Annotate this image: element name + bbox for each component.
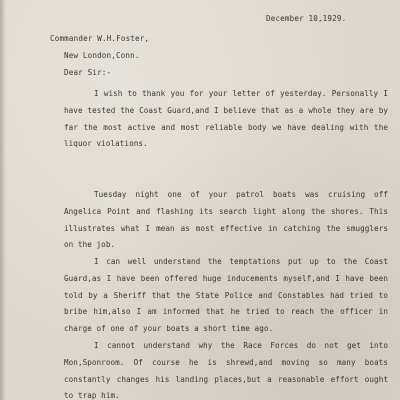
salutation: Dear Sir:- <box>64 68 112 77</box>
paragraph-1: I wish to thank you for your letter of yesterday. Personally I have tested the Coast Guard,and I believe that as a whole they are by far the most active and most reliable body we have dealing with the liquor violations. <box>64 89 388 149</box>
paragraph-2: Tuesday night one of your patrol boats was cruising off Angelica Point and flashing its search light along the shores. This illustrates what I mean as most effective in catching the smugglers on the job. <box>64 190 388 250</box>
recipient-name: Commander W.H.Foster, <box>50 34 150 43</box>
recipient-city: New London,Conn. <box>64 51 140 60</box>
letter-date: December 10,1929. <box>266 14 347 23</box>
paragraph-3: I can well understand the temptations put up to the Coast Guard,as I have been offered huge inducements myself,and I have been told by a Sheriff that the State Police and Constables had tried to bribe him,also I am informed that he tried to reach the officer in charge of one of your boats a short time ago. <box>64 257 388 334</box>
paragraph-4: I cannot understand why the Race Forces do not get into Mon,Sponroom. Of course he is shrewd,and moving so many boats constantly changes his landing places,but a reasonable effort ought to trap him. <box>64 341 388 400</box>
page-edge-shadow <box>0 0 6 400</box>
